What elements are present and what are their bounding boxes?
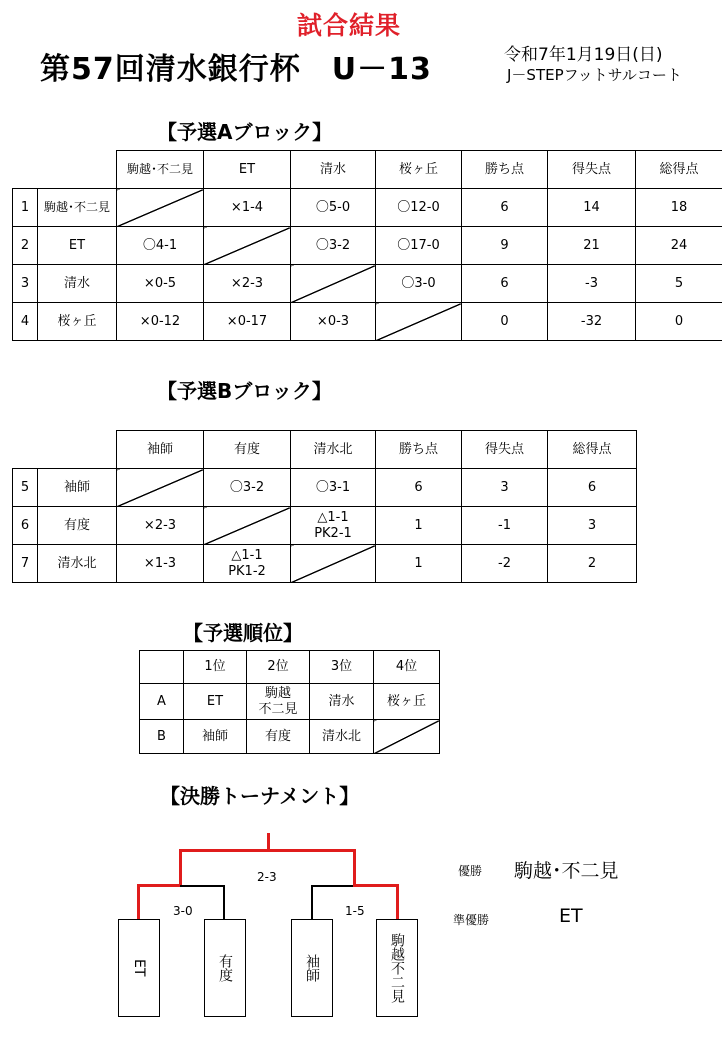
diagonal-cell [376, 303, 462, 341]
bracket-line [267, 849, 356, 852]
rank-header: 2位 [247, 651, 310, 684]
diagonal-cell [291, 545, 376, 583]
score-cell: 〇17-0 [376, 227, 462, 265]
col-header: 総得点 [548, 431, 637, 469]
col-header: ET [204, 151, 291, 189]
goal-diff-cell: 3 [462, 469, 548, 507]
goals-cell: 3 [548, 507, 637, 545]
points-cell: 0 [462, 303, 548, 341]
score-cell: 〇5-0 [291, 189, 376, 227]
points-cell: 1 [376, 545, 462, 583]
points-cell: 9 [462, 227, 548, 265]
block-b-table [12, 430, 637, 583]
team-name: 清水 [38, 265, 117, 303]
row-number: 4 [13, 303, 38, 341]
champion-label: 優勝 [458, 864, 483, 878]
runner-up-team: ET [559, 905, 583, 927]
row-number: 6 [13, 507, 38, 545]
rank-team: 清水 [310, 684, 374, 720]
points-cell: 6 [462, 265, 548, 303]
rank-team: 袖師 [184, 720, 247, 754]
bracket-line [179, 849, 182, 886]
score-cell: 〇12-0 [376, 189, 462, 227]
champion-team: 駒越･不二見 [514, 860, 619, 882]
team-name: 有度 [38, 507, 117, 545]
col-header: 袖師 [117, 431, 204, 469]
event-venue: J－STEPフットサルコート [507, 66, 682, 84]
rank-team: 駒越 不二見 [247, 684, 310, 720]
col-header: 勝ち点 [462, 151, 548, 189]
team-box-udo: 有度 [204, 919, 246, 1017]
block-b-header-row [13, 431, 637, 469]
semi-left-score: 3-0 [173, 904, 193, 918]
score-cell: ×0-3 [291, 303, 376, 341]
score-cell: 〇3-1 [291, 469, 376, 507]
goals-cell: 5 [636, 265, 722, 303]
bracket-line-final [267, 833, 270, 850]
pk-score: PK1-2 [228, 563, 266, 579]
diagonal-cell [204, 227, 291, 265]
col-header: 清水北 [291, 431, 376, 469]
goal-diff-cell: -2 [462, 545, 548, 583]
table-row [140, 720, 440, 754]
goal-diff-cell: -1 [462, 507, 548, 545]
score-cell: ×2-3 [204, 265, 291, 303]
rank-header: 4位 [374, 651, 440, 684]
ranking-table [139, 650, 440, 754]
goals-cell: 0 [636, 303, 722, 341]
score-cell: 〇3-2 [204, 469, 291, 507]
bracket-line [137, 884, 182, 887]
block-a-header-row [13, 151, 722, 189]
bracket-line [137, 884, 140, 919]
row-number: 7 [13, 545, 38, 583]
team-box-sodeshi: 袖師 [291, 919, 333, 1017]
table-row [13, 265, 722, 303]
block-label: A [140, 684, 184, 720]
row-number: 1 [13, 189, 38, 227]
col-header: 総得点 [636, 151, 722, 189]
col-header: 駒越･不二見 [117, 151, 204, 189]
col-header: 有度 [204, 431, 291, 469]
goal-diff-cell: -32 [548, 303, 636, 341]
score-cell: ×2-3 [117, 507, 204, 545]
score-cell [291, 507, 376, 545]
rank-team: 桜ヶ丘 [374, 684, 440, 720]
goal-diff-cell: 14 [548, 189, 636, 227]
block-a-table [12, 150, 722, 341]
table-row [13, 545, 637, 583]
team-box-et: ET [118, 919, 160, 1017]
team-name: 袖師 [38, 469, 117, 507]
goal-diff-cell: 21 [548, 227, 636, 265]
table-row [140, 684, 440, 720]
rank-team: 清水北 [310, 720, 374, 754]
score-line: △1-1 [317, 509, 349, 525]
diagonal-cell [117, 469, 204, 507]
score-cell: ×1-4 [204, 189, 291, 227]
points-cell: 6 [376, 469, 462, 507]
block-label: B [140, 720, 184, 754]
team-name: 清水北 [38, 545, 117, 583]
bracket-line [223, 885, 225, 919]
table-row [13, 469, 637, 507]
score-cell: ×0-5 [117, 265, 204, 303]
team-name: 桜ヶ丘 [38, 303, 117, 341]
rank-header: 1位 [184, 651, 247, 684]
rank-header: 3位 [310, 651, 374, 684]
pk-score: PK2-1 [314, 525, 352, 541]
table-row [13, 303, 722, 341]
tournament-title: 【決勝トーナメント】 [160, 784, 360, 808]
diagonal-cell [374, 720, 440, 754]
points-cell: 1 [376, 507, 462, 545]
col-header: 桜ヶ丘 [376, 151, 462, 189]
goals-cell: 6 [548, 469, 637, 507]
bracket-line [396, 884, 399, 919]
goals-cell: 24 [636, 227, 722, 265]
goal-diff-cell: -3 [548, 265, 636, 303]
event-date: 令和7年1月19日(日) [504, 45, 663, 65]
table-row [13, 227, 722, 265]
score-cell: 〇3-0 [376, 265, 462, 303]
final-score: 2-3 [257, 870, 277, 884]
bracket-line [353, 849, 356, 886]
ranking-header-row [140, 651, 440, 684]
score-line: △1-1 [231, 547, 263, 563]
bracket-line [311, 885, 355, 887]
col-header: 勝ち点 [376, 431, 462, 469]
block-a-title: 【予選Aブロック】 [157, 120, 333, 144]
score-cell: ×1-3 [117, 545, 204, 583]
score-cell: 〇4-1 [117, 227, 204, 265]
score-cell: ×0-17 [204, 303, 291, 341]
result-title: 試合結果 [297, 11, 402, 40]
table-row [13, 189, 722, 227]
score-cell: ×0-12 [117, 303, 204, 341]
ranking-title: 【予選順位】 [183, 621, 303, 645]
diagonal-cell [291, 265, 376, 303]
col-header: 得失点 [548, 151, 636, 189]
score-cell: 〇3-2 [291, 227, 376, 265]
goals-cell: 2 [548, 545, 637, 583]
points-cell: 6 [462, 189, 548, 227]
row-number: 5 [13, 469, 38, 507]
bracket-line [179, 849, 270, 852]
event-title: 第57回清水銀行杯 U－13 [40, 52, 432, 87]
runner-up-label: 準優勝 [453, 913, 490, 927]
rank-team: 有度 [247, 720, 310, 754]
score-cell [204, 545, 291, 583]
col-header: 清水 [291, 151, 376, 189]
bracket-line [353, 884, 399, 887]
team-box-komagoe-fujimi: 駒越不二見 [376, 919, 418, 1017]
block-b-title: 【予選Bブロック】 [157, 379, 332, 403]
goals-cell: 18 [636, 189, 722, 227]
row-number: 2 [13, 227, 38, 265]
diagonal-cell [204, 507, 291, 545]
table-row [13, 507, 637, 545]
bracket-line [311, 885, 313, 919]
diagonal-cell [117, 189, 204, 227]
team-name: 駒越･不二見 [38, 189, 117, 227]
row-number: 3 [13, 265, 38, 303]
semi-right-score: 1-5 [345, 904, 365, 918]
col-header: 得失点 [462, 431, 548, 469]
bracket-line [180, 885, 224, 887]
team-name: ET [38, 227, 117, 265]
rank-team: ET [184, 684, 247, 720]
